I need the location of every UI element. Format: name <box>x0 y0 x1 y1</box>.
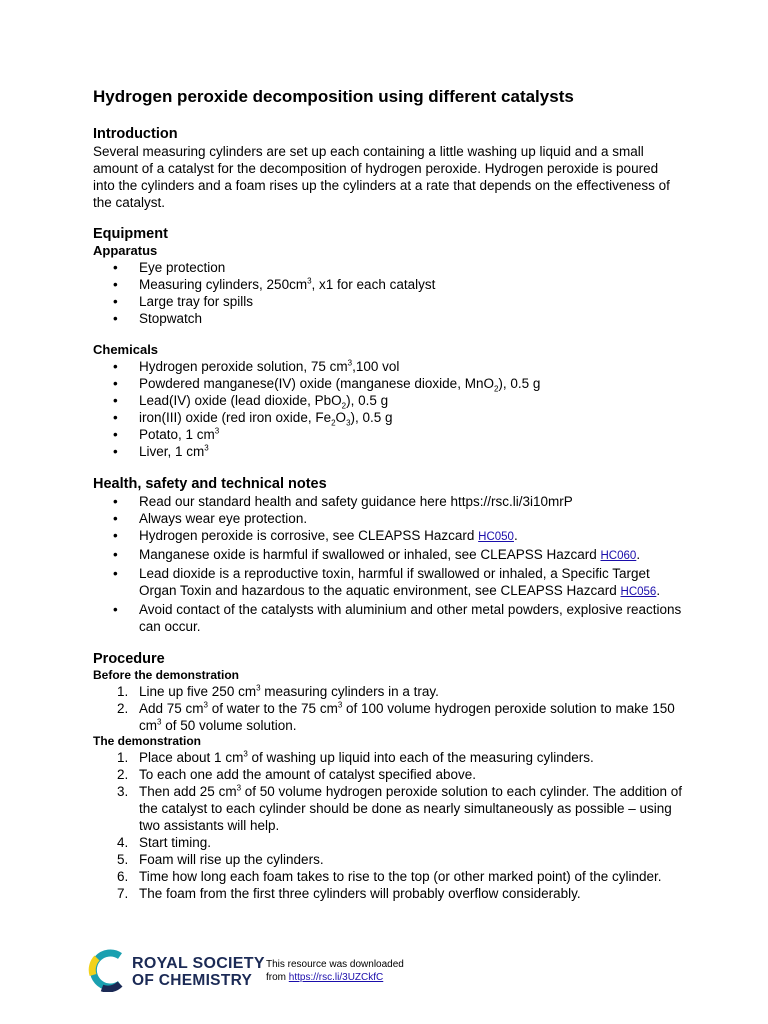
before-demo-list <box>93 683 683 734</box>
list-item: 1. Place about 1 $cm^3$ of washing up liquid into each of the measuring cylinders. <box>117 749 594 765</box>
list-item: • Powdered manganese(IV) oxide (manganese dioxide, MnO$_2$), 0.5 g <box>93 375 683 392</box>
document-body <box>93 86 683 902</box>
list-item: • Avoid contact of the catalysts with aluminium and other metal powders, explosive reactions can occur. <box>93 601 683 635</box>
hazcard-hc056-link[interactable]: HC056 <box>620 586 657 598</box>
list-item: 7. The foam from the first three cylinders will probably overflow considerably. <box>117 886 581 901</box>
org-name: ROYAL SOCIETY OF CHEMISTRY <box>132 955 265 989</box>
rsc-logo-icon <box>88 948 128 992</box>
list-item: • Hydrogen peroxide is corrosive, see CLEAPSS Hazcard HC050. <box>93 527 683 546</box>
footer <box>88 948 688 998</box>
before-demo-heading: Before the demonstration <box>93 668 240 682</box>
list-item: 3. Then add 25 $cm^3$ of 50 volume hydrogen peroxide solution to each cylinder. The addition of the catalyst to each cylinder should be done as nearly simultaneously as possible – using two assistants will help. <box>117 783 683 833</box>
list-item: • Stopwatch <box>93 310 683 327</box>
demo-heading: The demonstration <box>93 734 202 748</box>
list-item: • Lead(IV) oxide (lead dioxide, PbO$_2$), 0.5 g <box>93 392 683 409</box>
list-item: • Large tray for spills <box>93 293 683 310</box>
list-item: • Eye protection <box>93 259 683 276</box>
list-item: • Always wear eye protection. <box>93 510 683 527</box>
page-title: Hydrogen peroxide decomposition using different catalysts <box>93 87 574 106</box>
list-item: • Liver, 1 $cm^3$ <box>93 443 683 460</box>
list-item: 4. Start timing. <box>117 835 212 850</box>
list-item: • Hydrogen peroxide solution, 75 $cm^3,100$ vol <box>93 358 683 375</box>
safety-heading: Health, safety and technical notes <box>93 476 327 492</box>
hazcard-hc050-link[interactable]: HC050 <box>478 531 514 543</box>
list-item: • iron(III) oxide (red iron oxide, $Fe_2O_3$), 0.5 g <box>93 409 683 426</box>
apparatus-list <box>93 259 683 327</box>
list-item: • Lead dioxide is a reproductive toxin, harmful if swallowed or inhaled, a Specific Target Organ Toxin and hazardous to the aquatic environment, see CLEAPSS Hazcard HC056. <box>93 565 683 601</box>
equipment-heading: Equipment <box>93 226 168 242</box>
introduction-heading: Introduction <box>93 126 178 142</box>
introduction-text: Several measuring cylinders are set up each containing a little washing up liquid and a small amount of a catalyst for the decomposition of hydrogen peroxide. Hydrogen peroxide is poured into the cylinders and a foam rises up the cylinders at a rate that depends on the effectiveness of the catalyst. <box>93 144 670 210</box>
list-item: • Measuring cylinders, $250cm^3$, x1 for each catalyst <box>93 276 683 293</box>
list-item: • Potato, 1 $cm^3$ <box>93 426 683 443</box>
list-item: • Manganese oxide is harmful if swallowed or inhaled, see CLEAPSS Hazcard HC060. <box>93 546 683 565</box>
list-item: • Read our standard health and safety guidance here https://rsc.li/3i10mrP <box>93 493 683 510</box>
download-link[interactable]: https://rsc.li/3UZCkfC <box>288 972 384 983</box>
download-note: This resource was downloaded from https://rsc.li/3UZCkfC <box>266 959 404 983</box>
list-item: 1. Line up five 250 $cm^3$ measuring cylinders in a tray. <box>117 683 439 699</box>
list-item: 2. To each one add the amount of catalyst specified above. <box>117 767 476 782</box>
list-item: 6. Time how long each foam takes to rise to the top (or other marked point) of the cylinder. <box>117 869 662 884</box>
hazcard-hc060-link[interactable]: HC060 <box>600 550 637 562</box>
chemicals-heading: Chemicals <box>93 342 159 357</box>
safety-list <box>93 493 683 635</box>
list-item: 2. Add 75 $cm^3$ of water to the 75 $cm^3$ of 100 volume hydrogen peroxide solution to make 150 $cm^3$ of 50 volume solution. <box>117 700 675 733</box>
procedure-heading: Procedure <box>93 651 165 667</box>
demo-list <box>93 749 683 902</box>
chemicals-list <box>93 358 683 460</box>
apparatus-heading: Apparatus <box>93 243 158 258</box>
list-item: 5. Foam will rise up the cylinders. <box>117 852 324 867</box>
